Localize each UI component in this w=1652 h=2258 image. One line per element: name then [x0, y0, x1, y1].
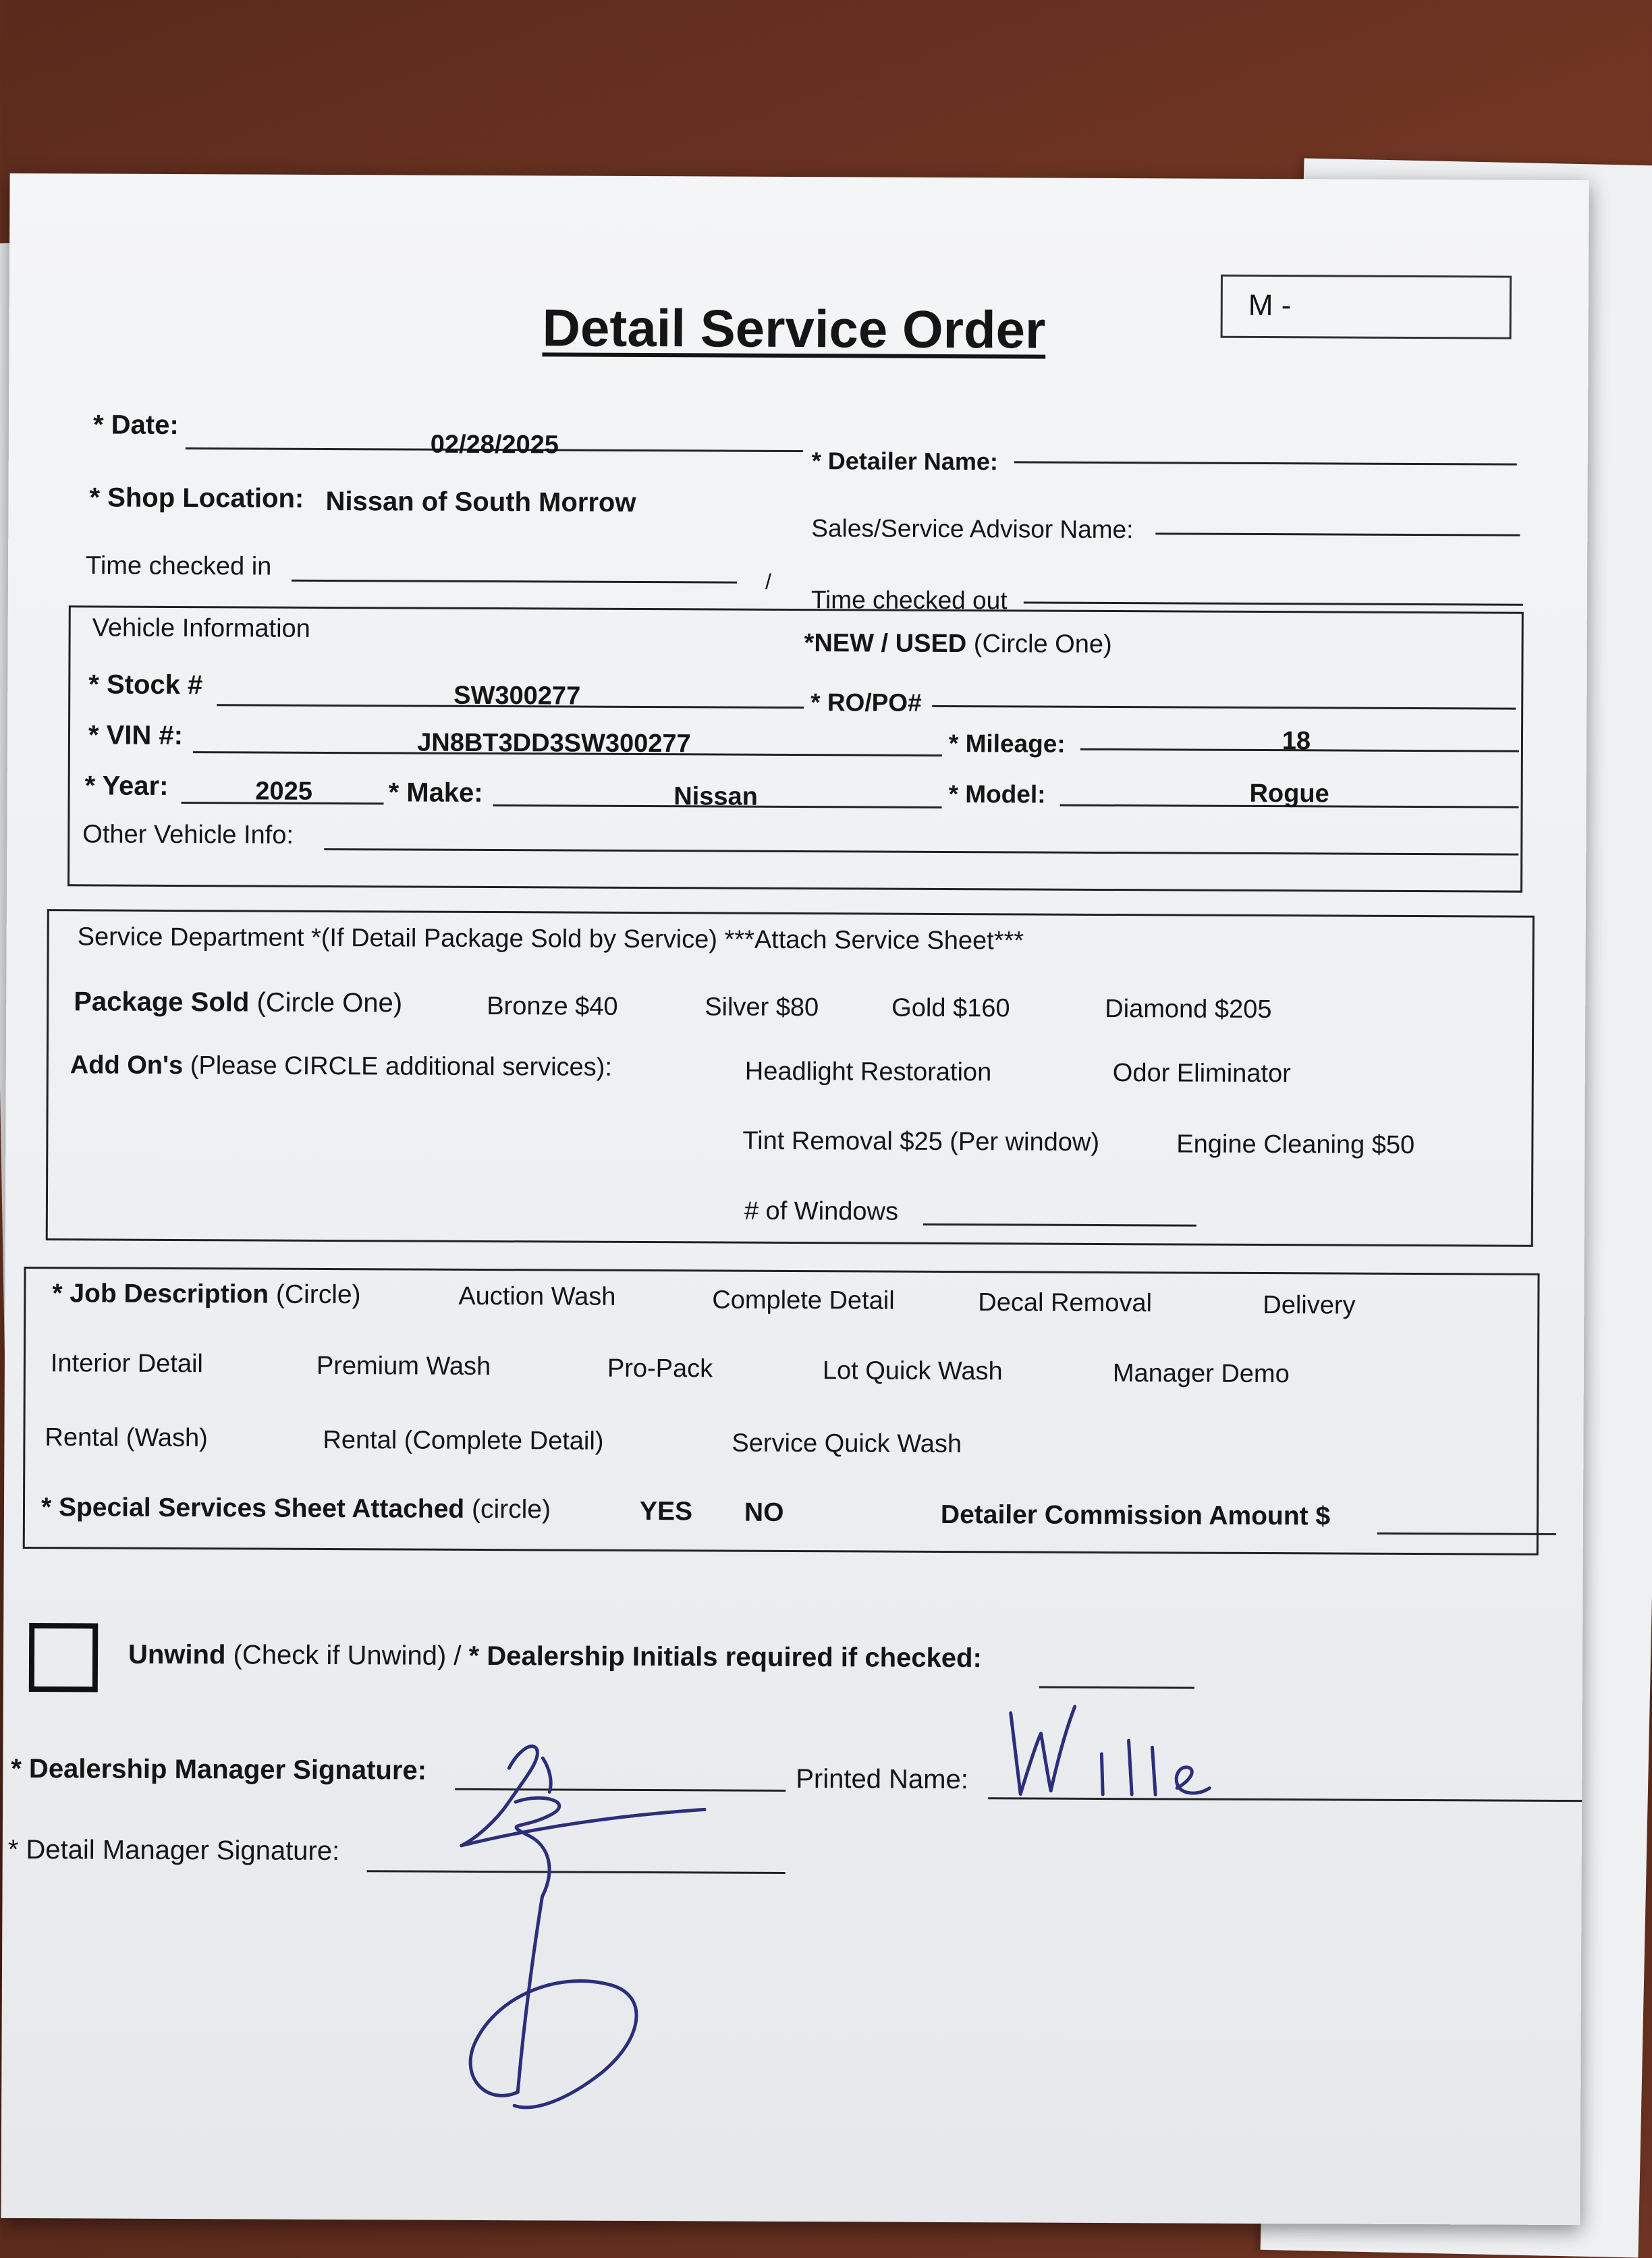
special-no[interactable]: NO [744, 1497, 784, 1527]
job-premium-wash[interactable]: Premium Wash [316, 1351, 491, 1381]
order-number-box[interactable] [1221, 275, 1512, 339]
job-lot-quick-wash[interactable]: Lot Quick Wash [822, 1356, 1003, 1386]
job-manager-demo[interactable]: Manager Demo [1112, 1359, 1290, 1389]
time-in-line[interactable] [292, 580, 737, 584]
printed-name-label: Printed Name: [796, 1764, 969, 1795]
time-in-label: Time checked in [85, 551, 272, 581]
job-pro-pack[interactable]: Pro-Pack [607, 1354, 713, 1383]
job-auction-wash[interactable]: Auction Wash [458, 1282, 616, 1311]
unwind-label: Unwind [128, 1639, 226, 1670]
unwind-row [128, 1640, 982, 1674]
advisor-name-line[interactable] [1155, 532, 1520, 536]
shop-location-label: * Shop Location: [89, 483, 304, 514]
package-sold-hint: (Circle One) [256, 987, 403, 1018]
initials-line[interactable] [1039, 1686, 1194, 1689]
dealership-signature-scribble [447, 1728, 732, 2147]
stock-value: SW300277 [453, 681, 581, 711]
job-rental-wash[interactable]: Rental (Wash) [45, 1423, 208, 1453]
special-services-label: * Special Services Sheet Attached [40, 1493, 465, 1524]
time-separator: / [765, 569, 771, 594]
addon-engine-cleaning[interactable]: Engine Cleaning $50 [1176, 1130, 1415, 1160]
job-description-row [52, 1279, 360, 1310]
job-decal-removal[interactable]: Decal Removal [978, 1288, 1153, 1318]
job-rental-complete-detail[interactable]: Rental (Complete Detail) [323, 1425, 604, 1456]
package-sold-row [74, 987, 402, 1018]
special-yes[interactable]: YES [639, 1497, 693, 1526]
job-interior-detail[interactable]: Interior Detail [50, 1349, 204, 1379]
addon-odor-eliminator[interactable]: Odor Eliminator [1112, 1059, 1291, 1089]
job-description-hint: (Circle) [275, 1279, 361, 1310]
detailer-name-label: * Detailer Name: [811, 447, 998, 476]
detail-manager-signature-label: * Detail Manager Signature: [7, 1834, 340, 1867]
form-sheet [1, 173, 1589, 2225]
new-used-hint: (Circle One) [973, 630, 1112, 659]
unwind-checkbox[interactable] [29, 1623, 98, 1692]
special-services-hint: (circle) [471, 1494, 551, 1524]
detailer-name-line[interactable] [1014, 461, 1517, 465]
stock-label: * Stock # [88, 669, 203, 700]
windows-label: # of Windows [744, 1196, 899, 1226]
addons-hint: (Please CIRCLE additional services): [190, 1051, 613, 1082]
mileage-label: * Mileage: [948, 729, 1066, 758]
job-description-label: * Job Description [52, 1279, 269, 1309]
addon-tint-removal[interactable]: Tint Removal $25 (Per window) [742, 1126, 1100, 1157]
form-title: Detail Service Order [542, 298, 1046, 360]
time-out-line[interactable] [1024, 601, 1523, 605]
addons-row [70, 1051, 612, 1082]
package-bronze[interactable]: Bronze $40 [487, 992, 618, 1021]
addon-headlight-restoration[interactable]: Headlight Restoration [744, 1057, 992, 1087]
order-number-prefix: M - [1248, 288, 1292, 323]
addons-label: Add On's [70, 1051, 184, 1080]
package-diamond[interactable]: Diamond $205 [1105, 995, 1272, 1024]
make-label: * Make: [388, 777, 483, 808]
service-header: Service Department *(If Detail Package Sold by Service) ***Attach Service Sheet*** [77, 923, 1024, 956]
make-value: Nissan [673, 782, 759, 811]
new-used-options[interactable]: *NEW / USED [804, 629, 967, 659]
date-value: 02/28/2025 [430, 430, 559, 460]
model-value: Rogue [1249, 779, 1329, 808]
commission-label: Detailer Commission Amount $ [940, 1499, 1331, 1531]
package-sold-label: Package Sold [74, 987, 250, 1018]
new-used-label [804, 629, 1111, 659]
job-complete-detail[interactable]: Complete Detail [712, 1286, 895, 1315]
special-services-row [41, 1493, 551, 1524]
mileage-value: 18 [1282, 727, 1311, 756]
package-gold[interactable]: Gold $160 [891, 993, 1010, 1023]
vin-label: * VIN #: [88, 720, 184, 751]
printed-name-value [1000, 1692, 1217, 1811]
dealership-signature-label: * Dealership Manager Signature: [11, 1753, 427, 1786]
job-delivery[interactable]: Delivery [1263, 1291, 1356, 1320]
unwind-hint: (Check if Unwind) / [233, 1640, 469, 1671]
shop-location-value: Nissan of South Morrow [325, 486, 636, 518]
vehicle-section-label: Vehicle Information [92, 613, 310, 643]
job-service-quick-wash[interactable]: Service Quick Wash [732, 1429, 962, 1459]
printed-name-handwriting [1000, 1692, 1217, 1808]
ro-po-label: * RO/PO# [810, 688, 922, 717]
year-value: 2025 [255, 777, 312, 806]
advisor-name-label: Sales/Service Advisor Name: [811, 514, 1134, 544]
time-out-label: Time checked out [810, 586, 1008, 615]
model-label: * Model: [948, 779, 1046, 808]
initials-label: * Dealership Initials required if checked: [468, 1641, 982, 1674]
year-label: * Year: [84, 771, 169, 801]
date-label: * Date: [92, 410, 179, 441]
other-info-label: Other Vehicle Info: [82, 820, 294, 850]
package-silver[interactable]: Silver $80 [705, 993, 819, 1022]
vin-value: JN8BT3DD3SW300277 [417, 728, 691, 759]
